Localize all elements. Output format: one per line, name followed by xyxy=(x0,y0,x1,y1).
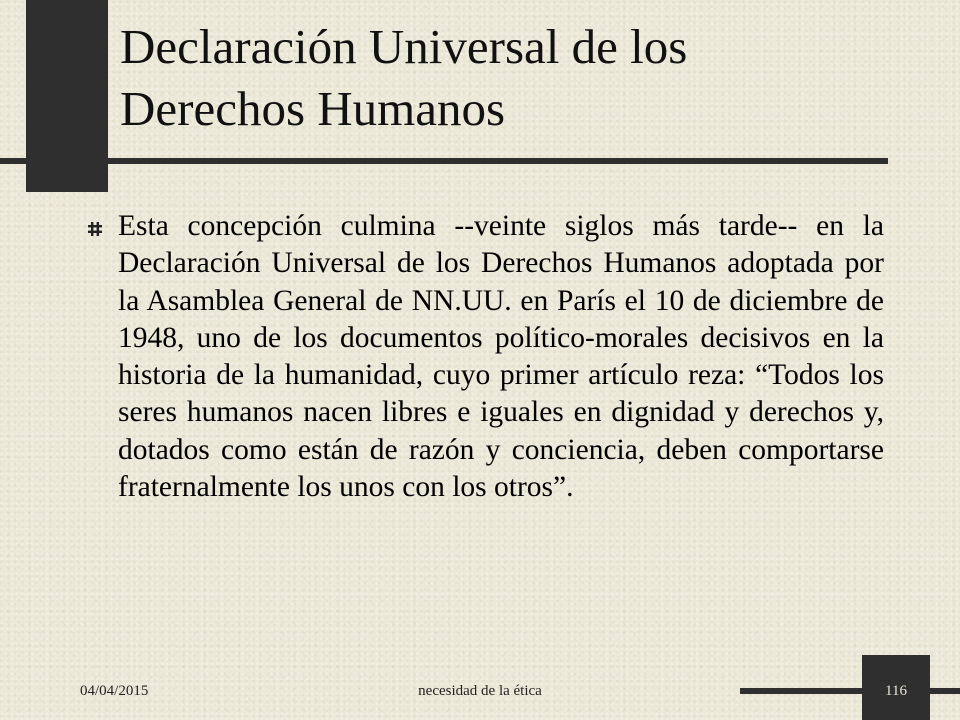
page-number: 116 xyxy=(885,683,907,699)
footer-title: necesidad de la ética xyxy=(418,683,542,699)
slide-title: Declaración Universal de los Derechos Humanos xyxy=(120,19,688,136)
bullet-text: Esta concepción culmina --veinte siglos más tarde-- en la Declaración Universal de los Derechos Humanos adoptada por la Asamblea General de NN.UU. en París el 10 de diciembre de 1948, uno de los documentos político-morales decisivos en la historia de la humanidad, cuyo primer artículo reza: “Todos los seres humanos nacen libres e iguales en dignidad y derechos y, dotados como están de razón y conciencia, deben comportarse fraternalmente los unos con los otros”. xyxy=(118,210,884,504)
footer-date: 04/04/2015 xyxy=(80,683,149,699)
title-underline-rule xyxy=(0,158,888,164)
hash-bullet-icon xyxy=(88,222,102,236)
